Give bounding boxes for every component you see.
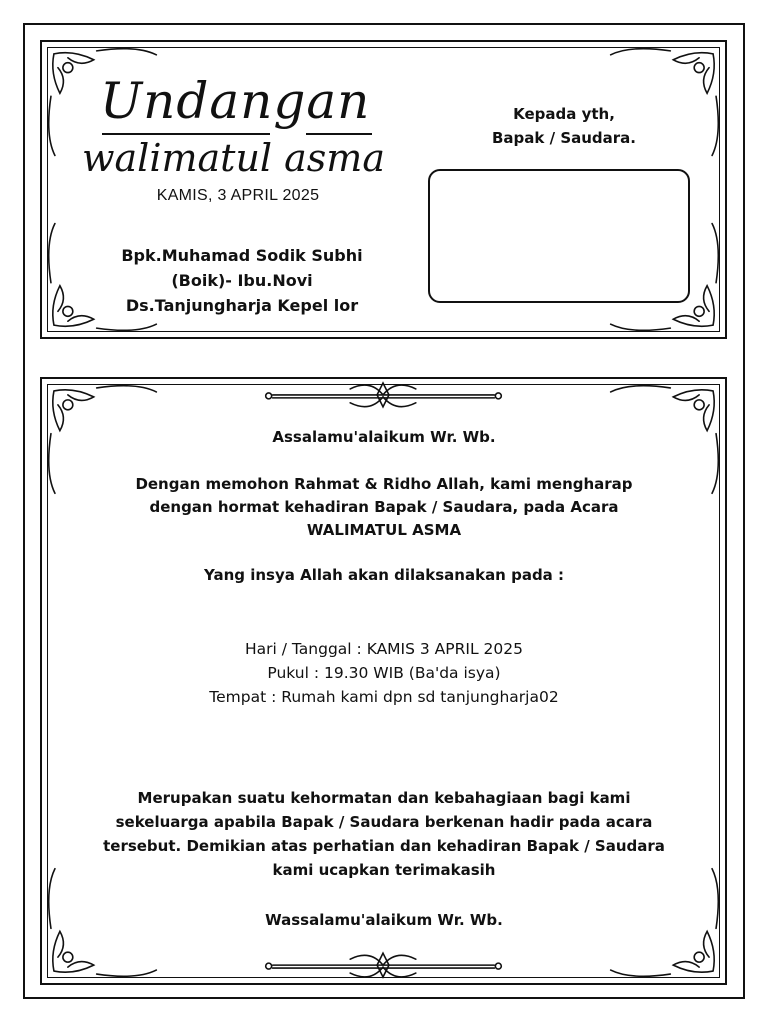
intro-line: dengan hormat kehadiran Bapak / Saudara, pada Acara <box>149 498 619 516</box>
event-details <box>70 637 698 709</box>
cover-title: Undangan <box>100 72 371 130</box>
closing-line: tersebut. Demikian atas perhatian dan kehadiran Bapak / Saudara <box>103 837 665 855</box>
closing-line: sekeluarga apabila Bapak / Saudara berkenan hadir pada acara <box>115 813 653 831</box>
cover-subtitle: walimatul asma <box>82 136 385 180</box>
host-line: Bpk.Muhamad Sodik Subhi <box>121 246 363 265</box>
host-line: Ds.Tanjungharja Kepel lor <box>125 296 359 315</box>
closing-line: Merupakan suatu kehormatan dan kebahagiaan bagi kami <box>137 789 631 807</box>
recipient-line: Bapak / Saudara. <box>492 129 636 147</box>
intro-line: Dengan memohon Rahmat & Ridho Allah, kami mengharap <box>135 475 633 493</box>
event-place: Tempat : Rumah kami dpn sd tanjungharja02 <box>209 688 559 706</box>
closing-paragraph <box>70 786 698 882</box>
recipient-address-box <box>428 169 690 303</box>
cover-date: KAMIS, 3 APRIL 2025 <box>156 187 320 204</box>
recipient-label <box>474 102 654 150</box>
announce-line: Yang insya Allah akan dilaksanakan pada : <box>203 566 565 584</box>
greeting: Assalamu'alaikum Wr. Wb. <box>272 428 496 446</box>
event-date: Hari / Tanggal : KAMIS 3 APRIL 2025 <box>245 640 523 658</box>
farewell: Wassalamu'alaikum Wr. Wb. <box>265 911 503 929</box>
title-divider-left <box>102 133 270 135</box>
intro-line: WALIMATUL ASMA <box>306 521 462 539</box>
intro-paragraph <box>70 473 698 542</box>
closing-line: kami ucapkan terimakasih <box>272 861 496 879</box>
host-info <box>92 243 392 318</box>
host-line: (Boik)- Ibu.Novi <box>171 271 313 290</box>
recipient-line: Kepada yth, <box>513 105 615 123</box>
event-time: Pukul : 19.30 WIB (Ba'da isya) <box>267 664 501 682</box>
title-divider-right <box>306 133 372 135</box>
